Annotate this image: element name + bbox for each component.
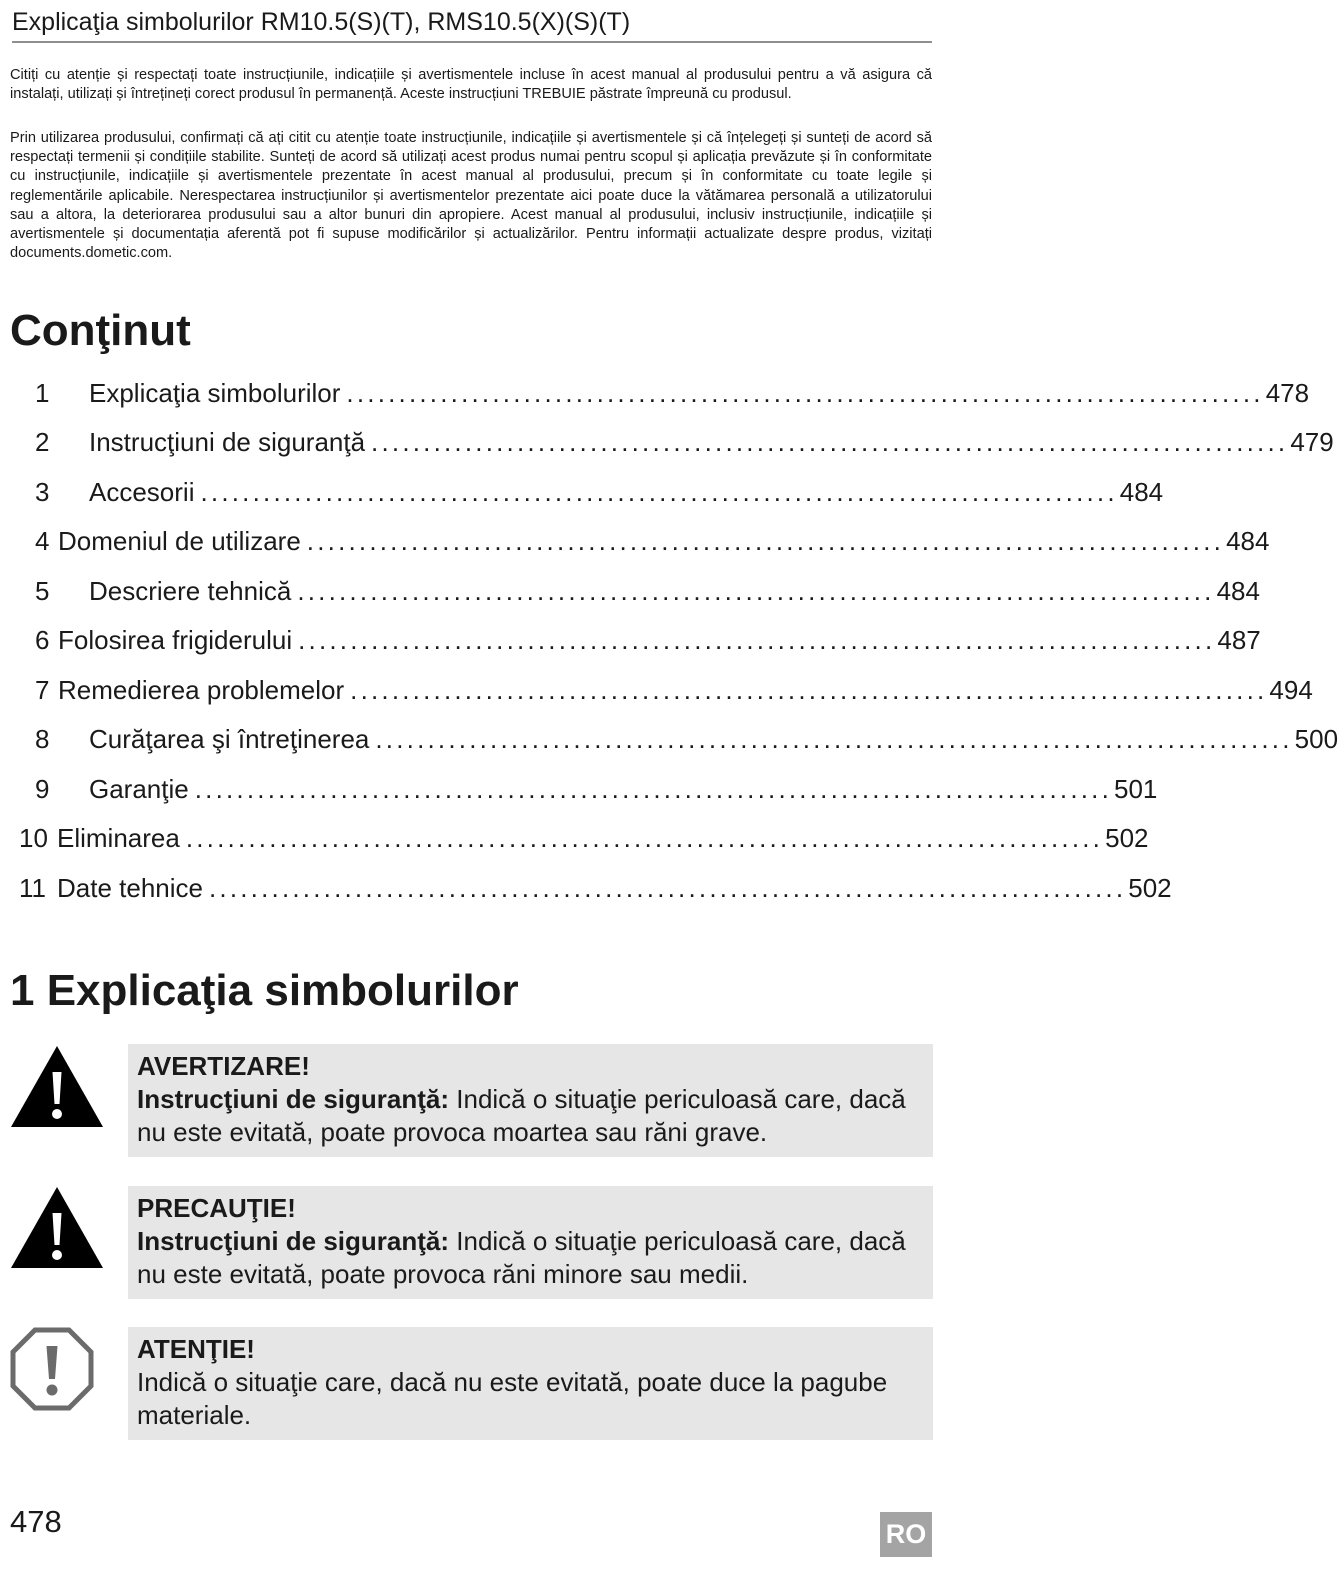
notice-title: AVERTIZARE! [137,1051,310,1081]
toc-entry-page: 502 [1105,823,1149,853]
toc-entry-title: Eliminarea [57,823,180,853]
toc-entry-title: Explicaţia simbolurilor [89,378,341,408]
toc-entry-page: 484 [1119,477,1164,507]
toc-entry-number: 4 [35,526,50,556]
toc-entry-2[interactable] [35,426,1334,458]
toc-dot-leader: ........................................................................................ [371,427,1289,457]
toc-entry-page: 501 [1114,774,1158,804]
toc-dot-leader: ........................................................................................ [350,675,1268,705]
toc-entry-5[interactable] [35,575,1260,607]
toc-entry-page: 484 [1216,576,1260,606]
toc-entry-7[interactable] [35,674,1313,706]
caution-notice [128,1186,933,1299]
toc-entry-title: Folosirea frigiderului [58,625,293,655]
warning-triangle-icon [10,1044,104,1128]
toc-entry-page: 500 [1294,724,1338,754]
language-badge: RO [880,1512,932,1557]
toc-entry-page: 494 [1269,675,1313,705]
notice-text: Indică o situaţie periculoasă care, dacă nu este evitată, poate provoca moartea sau răni grave. [137,1084,906,1147]
toc-entry-title: Domeniul de utilizare [58,526,301,556]
toc-entry-page: 487 [1217,625,1261,655]
toc-dot-leader: ........................................................................................ [346,378,1264,408]
notice-notice [128,1327,933,1440]
toc-dot-leader: ........................................................................................ [194,774,1113,804]
toc-entry-3[interactable] [35,476,1164,508]
toc-dot-leader: ........................................................................................ [375,724,1293,754]
toc-entry-number: 11 [19,873,46,903]
toc-entry-title: Date tehnice [57,873,203,903]
toc-heading: Conţinut [10,306,191,355]
toc-entry-number: 8 [35,724,50,754]
toc-entry-number: 2 [35,427,50,457]
toc-entry-8[interactable] [35,723,1338,755]
toc-entry-number: 10 [19,823,48,853]
toc-entry-10[interactable] [19,822,1149,854]
notice-octagon-icon [10,1327,94,1411]
page-number: 478 [10,1504,62,1539]
toc-entry-title: Accesorii [89,477,195,507]
notice-title: PRECAUŢIE! [137,1193,296,1223]
notice-text: Indică o situaţie care, dacă nu este evitată, poate duce la pagube materiale. [137,1367,888,1430]
toc-entry-6[interactable] [35,624,1261,656]
toc-entry-page: 502 [1128,873,1172,903]
caution-triangle-icon [10,1185,104,1269]
notice-bold-prefix: Instrucţiuni de siguranţă: [137,1084,450,1114]
toc-dot-leader: ........................................................................................ [208,873,1127,903]
warning-notice [128,1044,933,1157]
toc-entry-title: Garanţie [89,774,189,804]
toc-entry-11[interactable] [19,872,1172,904]
toc-dot-leader: ........................................................................................ [306,526,1225,556]
toc-entry-title: Instrucţiuni de siguranţă [89,427,366,457]
toc-dot-leader: ........................................................................................ [297,576,1215,606]
toc-entry-title: Curăţarea şi întreţinerea [89,724,370,754]
toc-entry-title: Remedierea problemelor [58,675,345,705]
toc-dot-leader: ........................................................................................ [185,823,1104,853]
toc-dot-leader: ........................................................................................ [298,625,1216,655]
toc-entry-number: 7 [35,675,50,705]
section-heading: 1 Explicaţia simbolurilor [10,966,519,1015]
toc-entry-9[interactable] [35,773,1158,805]
notice-bold-prefix: Instrucţiuni de siguranţă: [137,1226,450,1256]
intro-paragraph-1: Citiți cu atenție și respectați toate instrucțiunile, indicațiile și avertismentele incluse în acest manual al produsului pentru a vă asigura că instalați, utilizați și întrețineți corect produsul în permanență. Aceste instrucțiuni TREBUIE păstrate împreună cu produsul. [10,67,932,103]
toc-entry-4[interactable] [35,525,1270,557]
toc-entry-number: 1 [35,378,50,408]
intro-paragraph-2: Prin utilizarea produsului, confirmați că ați citit cu atenție toate instrucțiunile, indicațiile și avertismentele și că înțelegeți și sunteți de acord să respectați termenii și condițiile stabilite. Sunteți de acord să utilizați acest produs numai pentru scopul și aplicația prevăzute și în conformitate cu instrucțiunile, indicațiile și avertismentele prezentate în acest manual al produsului, precum și în conformitate cu toate legile și reglementările aplicabile. Nerespectarea instrucțiunilor și avertismentelor prezentate aici poate duce la vătămarea personală a utilizatorului sau a altora, la deteriorarea produsului sau a altor bunuri din apropiere. Acest manual al produsului, inclusiv instrucțiunile, indicațiile și avertismentele și documentația aferentă pot fi supuse modificărilor și actualizărilor. Pentru informații actualizate despre produs, vizitați documents.dometic.com. [10,130,932,262]
toc-dot-leader: ........................................................................................ [200,477,1118,507]
toc-entry-1[interactable] [35,377,1310,409]
toc-entry-number: 6 [35,625,50,655]
toc-entry-page: 484 [1226,526,1270,556]
toc-entry-title: Descriere tehnică [89,576,292,606]
toc-entry-page: 479 [1290,427,1334,457]
page-header-title: Explicaţia simbolurilor RM10.5(S)(T), RMS10.5(X)(S)(T) [12,6,932,43]
notice-text: Indică o situaţie periculoasă care, dacă nu este evitată, poate provoca răni minore sau medii. [137,1226,906,1289]
toc-entry-number: 3 [35,477,50,507]
toc-entry-page: 478 [1265,378,1310,408]
toc-entry-number: 5 [35,576,50,606]
toc-entry-number: 9 [35,774,50,804]
notice-title: ATENŢIE! [137,1334,255,1364]
